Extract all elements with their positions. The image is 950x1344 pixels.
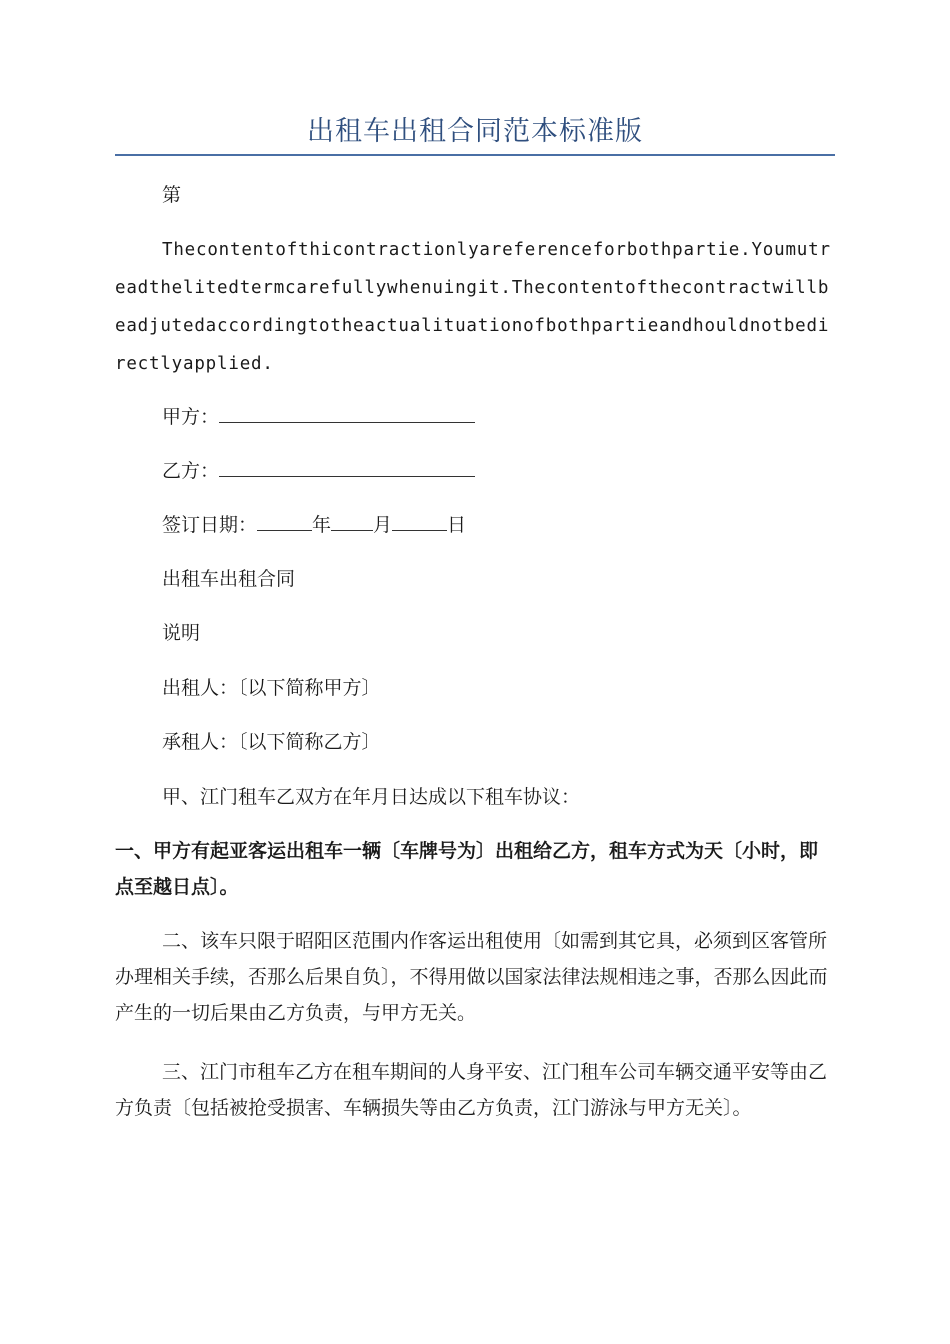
clause-3: 三、江门市租车乙方在租车期间的人身平安、江门租车公司车辆交通平安等由乙方负责〔包括被抢受损害、车辆损失等由乙方负责，江门游泳与甲方无关〕。 bbox=[115, 1061, 828, 1119]
explanation-heading: 说明 bbox=[162, 622, 201, 644]
day-blank bbox=[392, 508, 447, 531]
party-a-blank bbox=[219, 400, 475, 423]
clause-1: 一、甲方有起亚客运出租车一辆〔车牌号为〕出租给乙方，租车方式为天〔小时，即点至越日点〕。 bbox=[115, 840, 819, 898]
year-blank bbox=[257, 508, 312, 531]
lessee-line: 承租人：〔以下简称乙方〕 bbox=[162, 731, 381, 753]
section-mark: 第 bbox=[162, 184, 182, 206]
party-a-line bbox=[115, 399, 835, 435]
month-blank bbox=[331, 508, 373, 531]
document-title: 出租车出租合同范本标准版 bbox=[307, 116, 643, 147]
party-b-line bbox=[115, 453, 835, 489]
party-b-label: 乙方： bbox=[162, 460, 220, 482]
sign-date-label: 签订日期： bbox=[162, 514, 258, 536]
sign-date-line bbox=[115, 507, 835, 543]
title-divider bbox=[115, 154, 835, 156]
day-label: 日 bbox=[447, 514, 467, 536]
agreement-intro: 甲、江门租车乙双方在年月日达成以下租车协议： bbox=[162, 786, 581, 808]
english-notice: Thecontentofthicontractionlyareferenceforbothpartie.Youmutreadthelitedtermcarefullywhenuingit.Thecontentofthecontractwillbeadjutedaccordingtotheactualituationofbothpartieandhouldnotbedirectlyapplied. bbox=[115, 240, 831, 374]
year-label: 年 bbox=[312, 514, 332, 536]
contract-name: 出租车出租合同 bbox=[162, 568, 296, 590]
party-b-blank bbox=[219, 454, 475, 477]
month-label: 月 bbox=[373, 514, 393, 536]
party-a-label: 甲方： bbox=[162, 406, 220, 428]
clause-2: 二、该车只限于昭阳区范围内作客运出租使用〔如需到其它具，必须到区客管所办理相关手续，否那么后果自负〕，不得用做以国家法律法规相违之事，否那么因此而产生的一切后果由乙方负责，与甲方无关。 bbox=[115, 930, 828, 1024]
lessor-line: 出租人：〔以下简称甲方〕 bbox=[162, 677, 381, 699]
